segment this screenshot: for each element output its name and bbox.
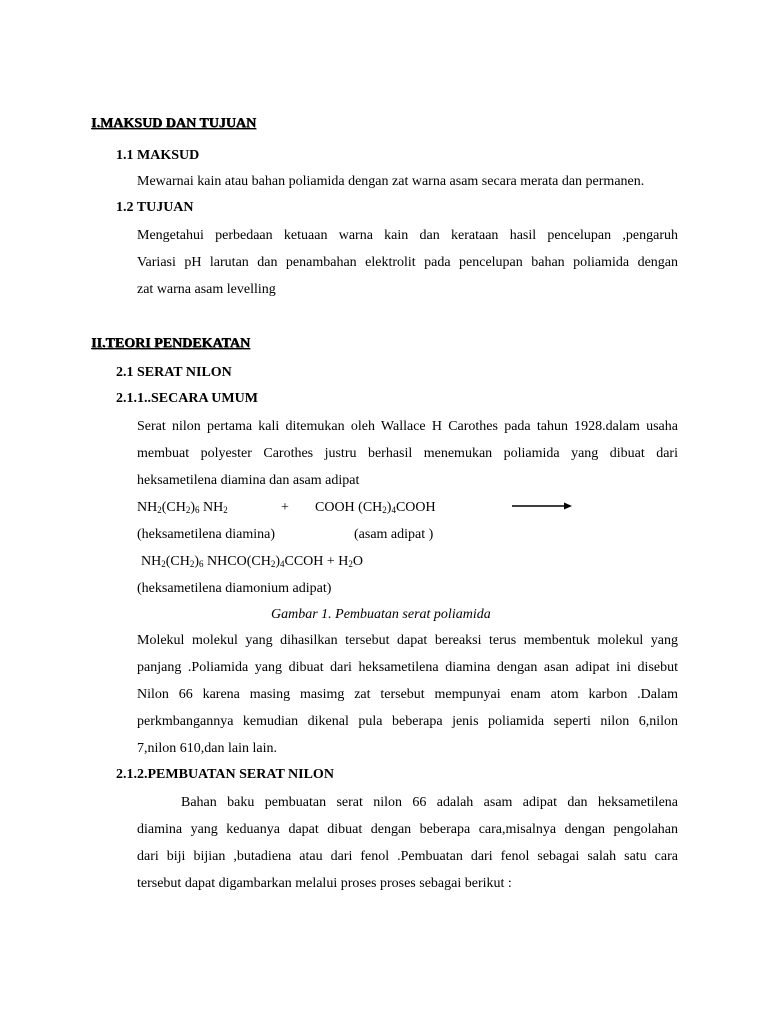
secara-umum-line: Serat nilon pertama kali ditemukan oleh Wallace H Carothes pada tahun 1928.dalam usaha <box>137 419 678 434</box>
body-paragraph-line: 7,nilon 610,dan lain lain. <box>137 741 277 756</box>
pembuatan-heading: 2.1.2.PEMBUATAN SERAT NILON <box>116 767 334 782</box>
reactant-label-diamine: (heksametilena diamina) <box>137 527 275 542</box>
body-paragraph-line: Molekul molekul yang dihasilkan tersebut dapat bereaksi terus membentuk molekul yang <box>137 633 678 648</box>
tujuan-heading: 1.2 TUJUAN <box>116 200 194 215</box>
tujuan-line: zat warna asam levelling <box>137 282 276 297</box>
reaction-product: $NH_2(CH_2)_6$ $NHCO(CH_2)_4CCOH + H_2O$ <box>141 554 364 569</box>
section-1-heading: I.MAKSUD DAN TUJUAN <box>91 116 257 131</box>
pembuatan-line: tersebut dapat digambarkan melalui proses proses sebagai berikut : <box>137 876 512 891</box>
product-label: (heksametilena diamonium adipat) <box>137 581 332 596</box>
body-paragraph-line: panjang .Poliamida yang dibuat dari heksametilena diamina dengan asan adipat ini disebut <box>137 660 678 675</box>
reactant-adipic-acid: COOH $(CH_2)_4COOH$ <box>315 500 436 515</box>
serat-nilon-heading: 2.1 SERAT NILON <box>116 365 232 380</box>
pembuatan-line: dari biji bijian ,butadiena atau dari fenol .Pembuatan dari fenol sebagai salah satu cara <box>137 849 678 864</box>
tujuan-line: Mengetahui perbedaan ketuaan warna kain dan kerataan hasil pencelupan ,pengaruh <box>137 228 678 243</box>
reaction-arrow-icon <box>512 500 572 512</box>
body-paragraph-line: perkmbangannya kemudian dikenal pula beberapa jenis poliamida seperti nilon 6,nilon <box>137 714 678 729</box>
section-2-heading: II.TEORI PENDEKATAN <box>91 336 250 351</box>
figure-caption: Gambar 1. Pembuatan serat poliamida <box>271 607 491 622</box>
secara-umum-heading: 2.1.1..SECARA UMUM <box>116 391 258 406</box>
tujuan-line: Variasi pH larutan dan penambahan elektrolit pada pencelupan bahan poliamida dengan <box>137 255 678 270</box>
secara-umum-line: membuat polyester Carothes justru berhasil menemukan poliamida yang dibuat dari <box>137 446 678 461</box>
reactant-hexamethylenediamine: $NH_2(CH_2)_6$ $NH_2$ <box>137 500 228 515</box>
maksud-heading: 1.1 MAKSUD <box>116 148 200 163</box>
pembuatan-line: diamina yang keduanya dapat dibuat dengan beberapa cara,misalnya dengan pengolahan <box>137 822 678 837</box>
secara-umum-line: heksametilena diamina dan asam adipat <box>137 473 360 488</box>
pembuatan-line: Bahan baku pembuatan serat nilon 66 adalah asam adipat dan heksametilena <box>181 795 678 810</box>
body-paragraph-line: Nilon 66 karena masing masimg zat tersebut mempunyai enam atom karbon .Dalam <box>137 687 678 702</box>
plus-sign: + <box>281 500 289 515</box>
reactant-label-adipic: (asam adipat ) <box>354 527 434 542</box>
maksud-text: Mewarnai kain atau bahan poliamida dengan zat warna asam secara merata dan permanen. <box>137 174 645 189</box>
